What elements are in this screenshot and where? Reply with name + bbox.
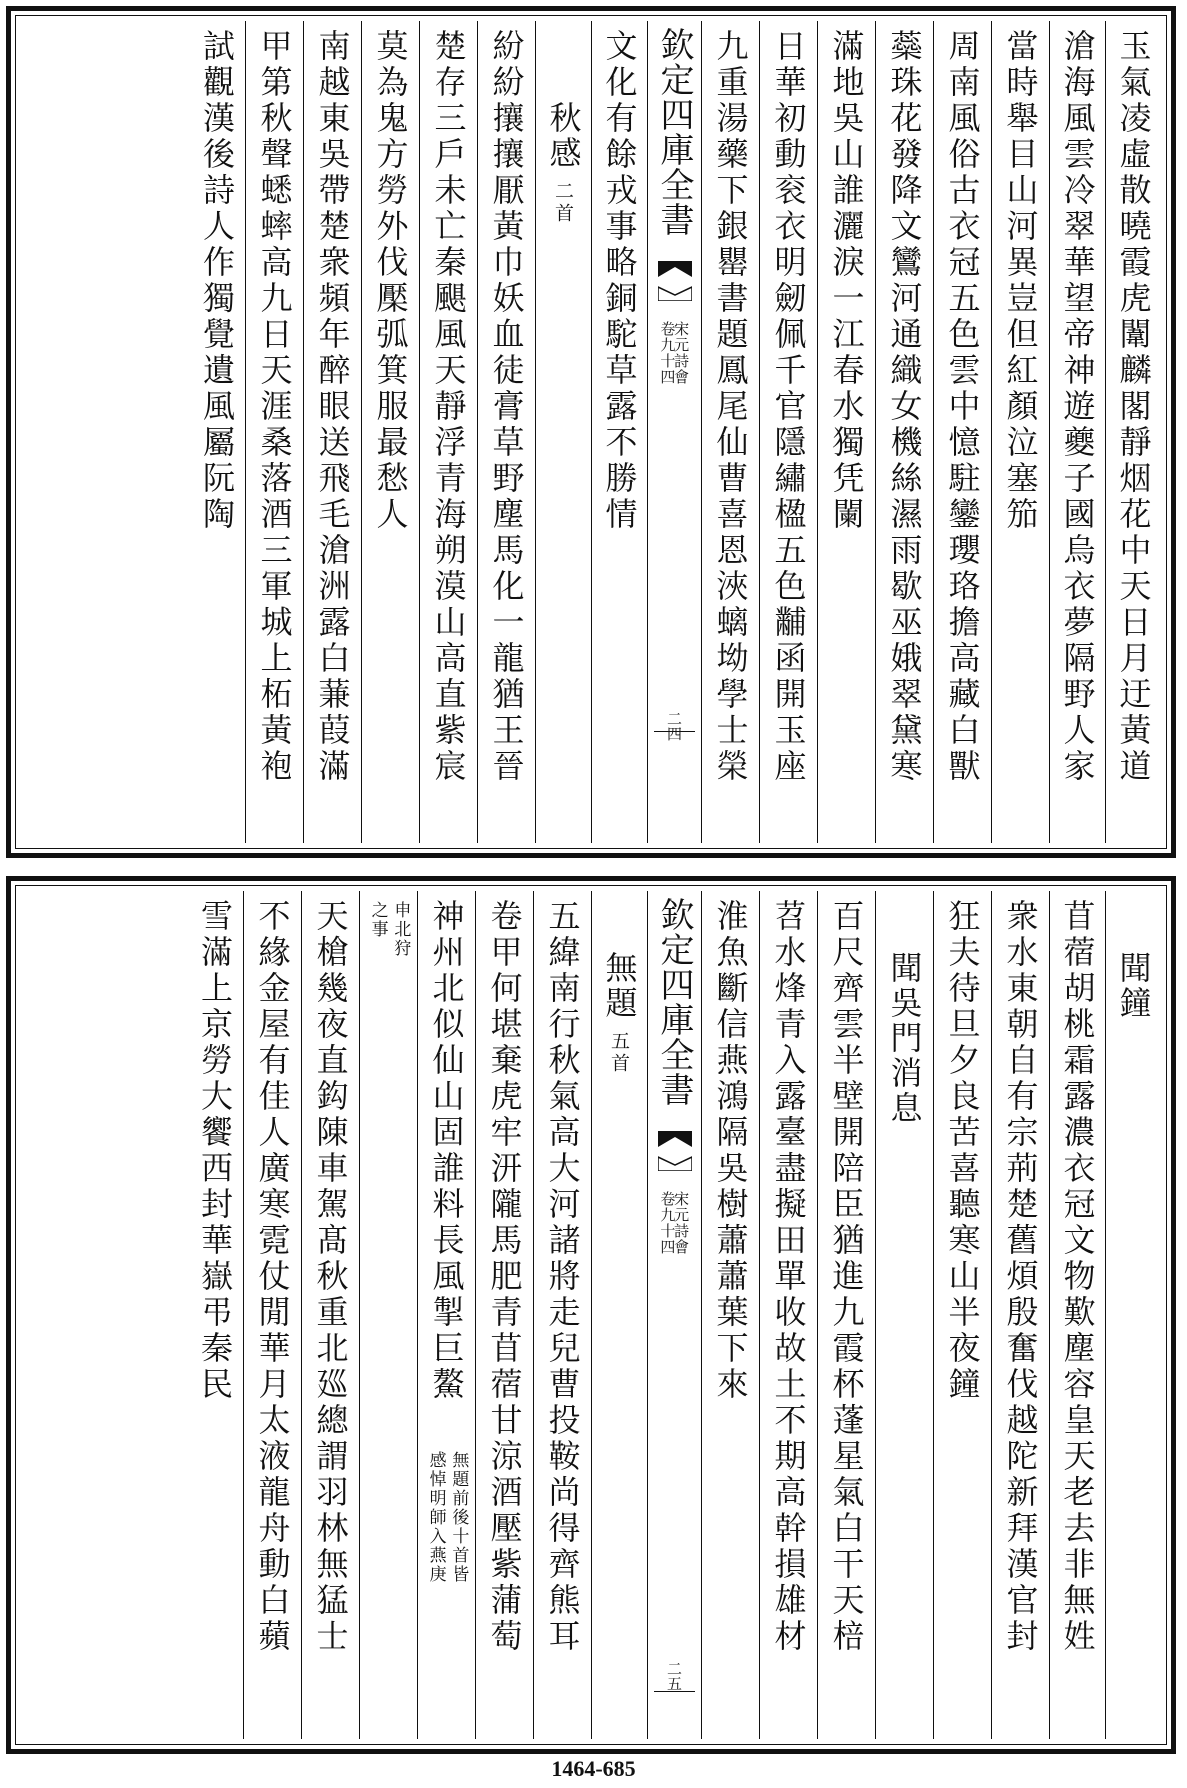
poem-line: 日華初動衮衣明劒佩千官隱繡楹五色黼函開玉座 (769, 29, 808, 785)
text-column (477, 21, 535, 843)
text-column (419, 21, 477, 843)
poem-line: 玉氣凌虛散曉霞虎闈麟閣靜烟花中天日月迂黃道 (1114, 29, 1153, 785)
poem-line: 五緯南行秋氣高大河諸將走兒曹投鞍尚得齊熊耳 (543, 899, 582, 1655)
page-number: 二五 (665, 1661, 683, 1691)
text-column (189, 21, 245, 843)
poem-line: 百尺齊雲半壁開陪臣猶進九霞杯蓬星氣白干天棓 (827, 899, 866, 1655)
text-column (187, 891, 243, 1739)
poem-line: 九重湯藥下銀罌書題鳳尾仙曹喜恩浹螭坳學士榮 (711, 29, 750, 785)
poem-title: 聞鐘 (1114, 951, 1153, 1021)
poem-line: 莫為鬼方勞外伐檿弧箕服最愁人 (371, 29, 410, 533)
text-column (303, 21, 361, 843)
poem-line: 滿地吳山誰灑淚一江春水獨凭闌 (827, 29, 866, 533)
poem-line: 衆水東朝自有宗荊楚舊煩殷奮伐越陀新拜漢官封 (1001, 899, 1040, 1655)
text-column (245, 21, 303, 843)
annotation-note: 無題前後十首皆 (448, 1451, 469, 1584)
poem-line: 周南風俗古衣冠五色雲中憶駐鑾瓔珞擔高藏白獸 (943, 29, 982, 785)
rule-line (654, 731, 695, 732)
text-column (817, 21, 875, 843)
text-column (475, 891, 533, 1739)
upper-page (6, 6, 1176, 858)
text-column (417, 891, 475, 1739)
annotation-note: 之事 (367, 901, 388, 939)
poem-line: 卷甲何堪棄虎牢汧隴馬肥青苜蓿甘涼酒壓紫蒲萄 (485, 899, 524, 1655)
fish-tail-mark-icon (658, 1131, 692, 1171)
poem-title: 秋感 (544, 101, 583, 171)
poem-line: 苜蓿胡桃霜露濃衣冠文物歎塵容皇天老去非無姓 (1058, 899, 1097, 1655)
book-title: 欽定四庫全書 (654, 27, 694, 237)
lower-page-columns (21, 891, 1161, 1739)
poem-line: 雪滿上京勞大饗西封華嶽弔秦民 (196, 899, 234, 1403)
volume-number: 卷九十四 (658, 321, 677, 385)
text-column (301, 891, 359, 1739)
text-column (361, 21, 419, 843)
upper-page-columns (21, 21, 1161, 843)
text-column (759, 891, 817, 1739)
poem-line: 不緣金屋有佳人廣寒霓仗閒華月太液龍舟動白蘋 (253, 899, 292, 1655)
poem-line: 蘂珠花發降文鸞河通織女機絲濕雨歇巫娥翠黛寒 (885, 29, 924, 785)
title-column (1105, 891, 1161, 1739)
rule-line (654, 1691, 695, 1692)
poem-line: 滄海風雲冷翠華望帝神遊夔子國烏衣夢隔野人家 (1058, 29, 1097, 785)
volume-number: 卷九十四 (658, 1191, 677, 1255)
poem-line: 神州北似仙山固誰料長風掣巨鰲 (427, 899, 466, 1403)
text-column (701, 891, 759, 1739)
poem-line: 當時舉目山河異豈但紅顏泣塞笳 (1001, 29, 1040, 533)
title-column (875, 891, 933, 1739)
page-number: 二四 (665, 711, 683, 741)
title-column (535, 21, 591, 843)
collection-name: 宋元詩會 (672, 321, 691, 385)
text-column (991, 891, 1049, 1739)
poem-title: 無題 (600, 951, 639, 1021)
running-head-column (647, 21, 701, 843)
text-column (875, 21, 933, 843)
text-column (759, 21, 817, 843)
title-column (591, 891, 647, 1739)
text-column (991, 21, 1049, 843)
text-column (701, 21, 759, 843)
collection-name: 宋元詩會 (672, 1191, 691, 1255)
text-column (591, 21, 647, 843)
text-column (1049, 21, 1105, 843)
poem-line: 紛紛攘攘厭黃巾妖血徒膏草野塵馬化一龍猶王晉 (487, 29, 526, 785)
text-column (933, 21, 991, 843)
note-column (359, 891, 417, 1739)
text-column (1105, 21, 1161, 843)
book-title: 欽定四庫全書 (654, 897, 694, 1107)
text-column (243, 891, 301, 1739)
poem-line: 淮魚斷信燕鴻隔吳樹蕭蕭葉下來 (711, 899, 750, 1403)
running-head-column (647, 891, 701, 1739)
poem-line: 試觀漢後詩人作獨覺遺風屬阮陶 (198, 29, 236, 533)
poem-line: 狂夫待旦夕良苦喜聽寒山半夜鐘 (943, 899, 982, 1403)
poem-line: 楚存三戶未亡秦颶風天靜浮青海朔漠山高直紫宸 (429, 29, 468, 785)
text-column (817, 891, 875, 1739)
poem-line: 文化有餘戎事略銅駝草露不勝情 (600, 29, 639, 533)
poem-count: 五首 (608, 1031, 630, 1075)
footer-page-number: 1464-685 (551, 1756, 636, 1781)
poem-line: 甲第秋聲蟋蟀高九日天涯桑落酒三軍城上柘黃袍 (255, 29, 294, 785)
fish-tail-mark-icon (658, 261, 692, 301)
annotation-note: 感悼明師入燕庚 (425, 1451, 446, 1584)
poem-count: 二首 (552, 181, 574, 225)
poem-line: 苕水烽青入露臺盡擬田單收故土不期高幹損雄材 (769, 899, 808, 1655)
text-column (933, 891, 991, 1739)
poem-line: 南越東吳帶楚衆頻年醉眼送飛毛滄洲露白蒹葭滿 (313, 29, 352, 785)
lower-page (6, 876, 1176, 1754)
text-column (1049, 891, 1105, 1739)
text-column (533, 891, 591, 1739)
poem-title: 聞吳門消息 (885, 951, 924, 1126)
annotation-note: 申北狩 (390, 901, 411, 958)
poem-line: 天槍幾夜直鈎陳車駕髙秋重北廵總謂羽林無猛士 (311, 899, 350, 1655)
